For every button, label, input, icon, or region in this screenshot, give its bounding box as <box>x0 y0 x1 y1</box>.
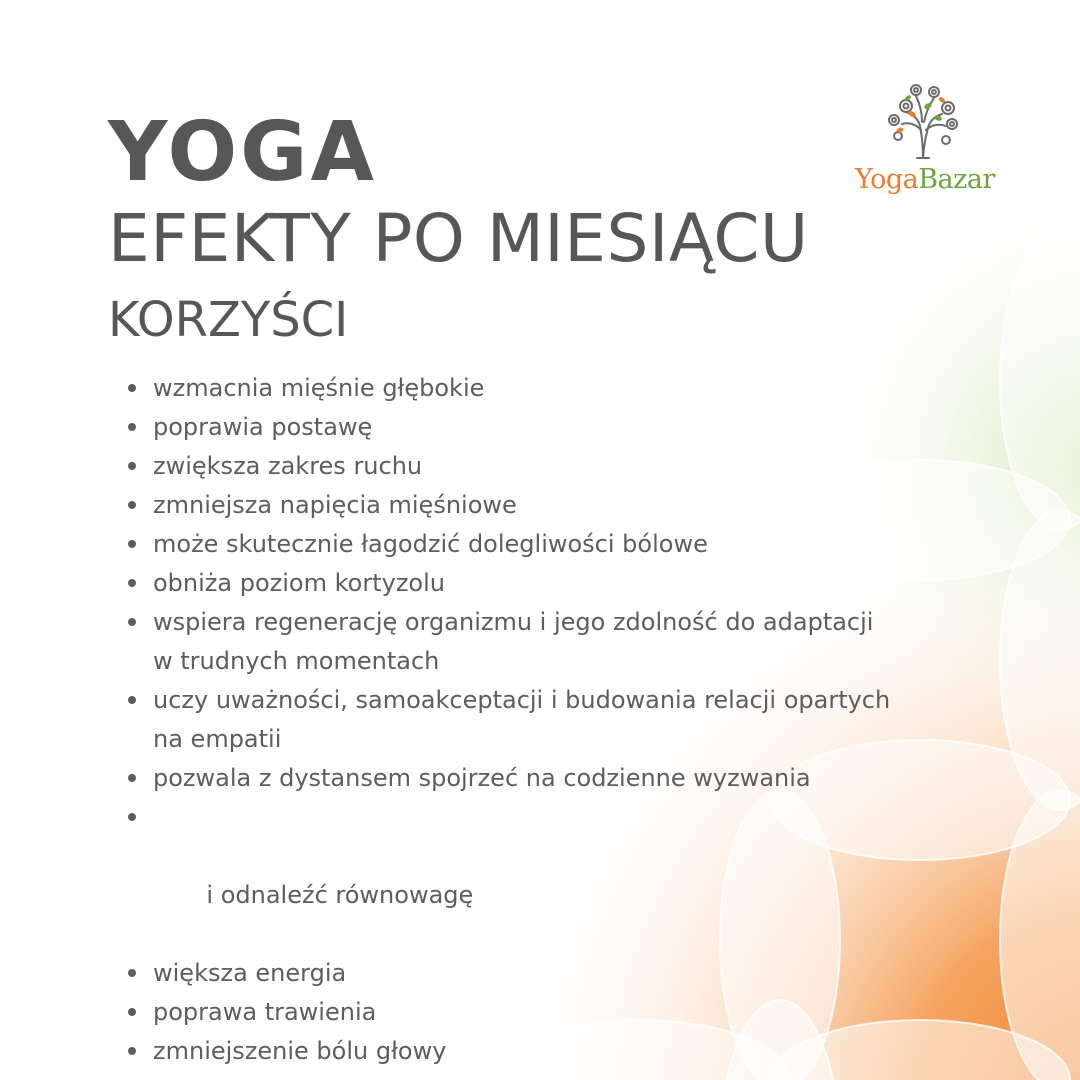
list-item <box>128 408 988 447</box>
bullet-icon <box>128 774 136 782</box>
bullet-icon <box>128 579 136 587</box>
bullet-icon <box>128 540 136 548</box>
list-item-text: i odnaleźć równowagę <box>198 881 474 909</box>
logo-wordmark <box>850 166 1000 193</box>
bullet-icon <box>128 384 136 392</box>
list-item-text-continuation: na empatii <box>153 725 282 753</box>
list-item-text: poprawia postawę <box>153 413 373 441</box>
list-item-text: zmniejsza napięcia mięśniowe <box>153 491 517 519</box>
list-item-text: wzmacnia mięśnie głębokie <box>153 374 485 402</box>
list-item <box>128 447 988 486</box>
list-item <box>128 564 988 603</box>
section-heading: KORZYŚCI <box>108 292 349 348</box>
list-item <box>128 759 988 798</box>
list-item-text: poprawa trawienia <box>153 998 377 1026</box>
page-title: YOGA <box>108 105 377 200</box>
bullet-icon <box>128 501 136 509</box>
bullet-icon <box>128 423 136 431</box>
bullet-icon <box>128 813 136 821</box>
bullet-icon <box>128 696 136 704</box>
list-item-text-continuation: w trudnych momentach <box>153 647 440 675</box>
page-subtitle: EFEKTY PO MIESIĄCU <box>108 200 809 277</box>
list-item-text: zmniejszenie bólu głowy <box>153 1037 447 1065</box>
logo-wordmark-yoga: Yoga <box>855 164 919 195</box>
list-item-text: może skutecznie łagodzić dolegliwości bólowe <box>153 530 708 558</box>
list-item <box>128 369 988 408</box>
list-item-text: pozwala z dystansem spojrzeć na codzienne wyzwania <box>153 764 811 792</box>
list-item-text: zwiększa zakres ruchu <box>153 452 423 480</box>
list-item-text: obniża poziom kortyzolu <box>153 569 445 597</box>
bullet-icon <box>128 618 136 626</box>
benefits-list <box>128 369 988 1071</box>
list-item <box>128 954 988 993</box>
tree-icon <box>850 78 1000 160</box>
list-item <box>128 603 988 681</box>
list-item <box>128 993 988 1032</box>
list-item-text: uczy uważności, samoakceptacji i budowania relacji opartych <box>153 686 891 714</box>
list-item-text: większa energia <box>153 959 347 987</box>
bullet-icon <box>128 1047 136 1055</box>
bullet-icon <box>128 1008 136 1016</box>
bullet-icon <box>128 969 136 977</box>
list-item-text: wspiera regenerację organizmu i jego zdolność do adaptacji <box>153 608 874 636</box>
list-item <box>128 525 988 564</box>
list-item <box>128 486 988 525</box>
list-item <box>128 1032 988 1071</box>
list-item <box>128 798 988 954</box>
yogabazar-logo[interactable] <box>850 78 1000 208</box>
list-item <box>128 681 988 759</box>
bullet-icon <box>128 462 136 470</box>
logo-wordmark-bazar: Bazar <box>918 164 995 195</box>
